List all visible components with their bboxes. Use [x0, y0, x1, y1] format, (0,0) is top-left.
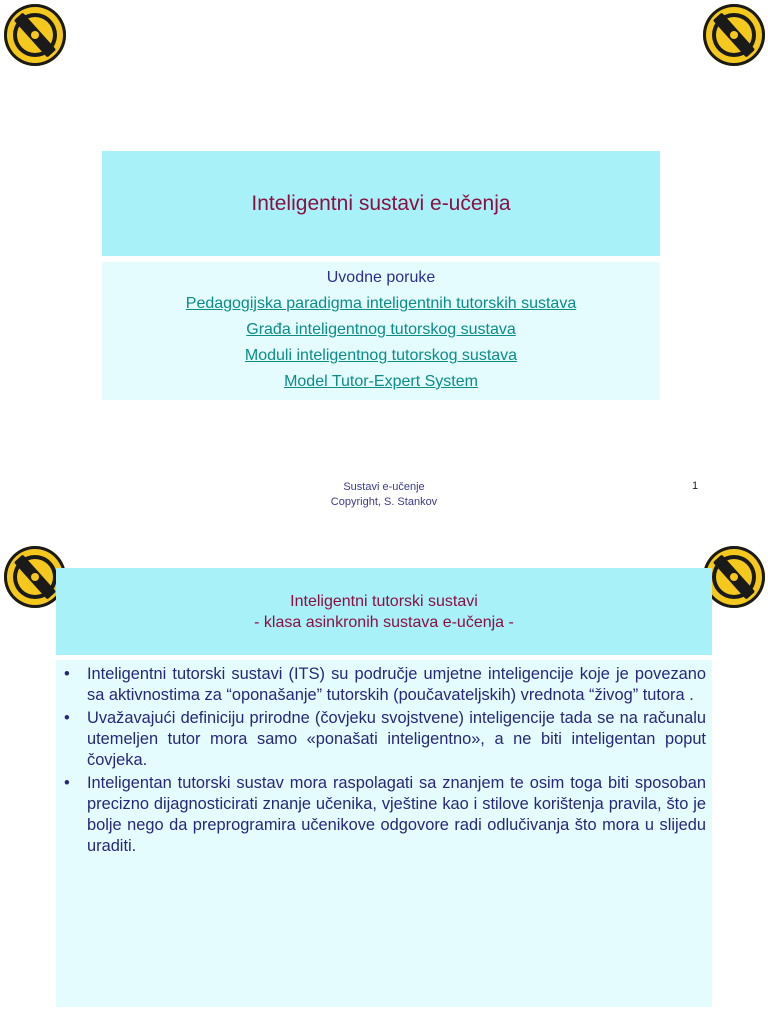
bullet-icon: • [64, 774, 70, 792]
slide1-title: Inteligentni sustavi e-učenja [251, 191, 511, 215]
bullet-icon: • [64, 709, 70, 727]
toc-link[interactable]: Pedagogijska paradigma inteligentnih tutorskih sustava [185, 295, 577, 312]
slide2-content [56, 660, 712, 1007]
table-of-contents [102, 262, 660, 400]
toc-link[interactable]: Moduli inteligentnog tutorskog sustava [244, 347, 518, 364]
slide2-subtitle: - klasa asinkronih sustava e-učenja - [254, 613, 514, 631]
footer-copyright: Copyright, S. Stankov [330, 496, 438, 508]
bullet-item [64, 664, 706, 706]
slide1-title-box [102, 151, 660, 256]
bullet-icon: • [64, 665, 70, 683]
bullet-text: Uvažavajući definiciju prirodne (čovjeku svojstvene) inteligencije tada se na računalu utemeljen tutor mora samo «ponašati inteligentno», a ne biti inteligentan poput čovjeka. [87, 709, 706, 769]
pdf-seal-icon [703, 4, 765, 66]
pdf-seal-icon [4, 4, 66, 66]
footer-course: Sustavi e-učenje [343, 481, 425, 493]
slide2-title: Inteligentni tutorski sustavi [290, 592, 478, 610]
pdf-seal-icon [703, 546, 765, 608]
slide-footer [0, 480, 768, 510]
bullet-text: Inteligentan tutorski sustav mora raspolagati sa znanjem te osim toga biti sposoban precizno dijagnosticirati znanje učenika, vještine kao i stilove korištenja pravila, što je bolje nego da preprogramira učenikove odgovore radi odlučivanja što mora u slijedu uraditi. [87, 774, 706, 855]
page-number: 1 [692, 480, 699, 492]
slide2-title-band [56, 568, 712, 655]
toc-heading: Uvodne poruke [326, 269, 436, 286]
toc-link[interactable]: Model Tutor-Expert System [284, 373, 478, 390]
bullet-item [64, 773, 706, 857]
bullet-text: Inteligentni tutorski sustavi (ITS) su područje umjetne inteligencije koje je povezano sa aktivnostima za “oponašanje” tutorskih (poučavateljskih) vrednota “živog” tutora . [87, 665, 706, 704]
toc-link[interactable]: Građa inteligentnog tutorskog sustava [246, 321, 516, 338]
bullet-item [64, 708, 706, 771]
